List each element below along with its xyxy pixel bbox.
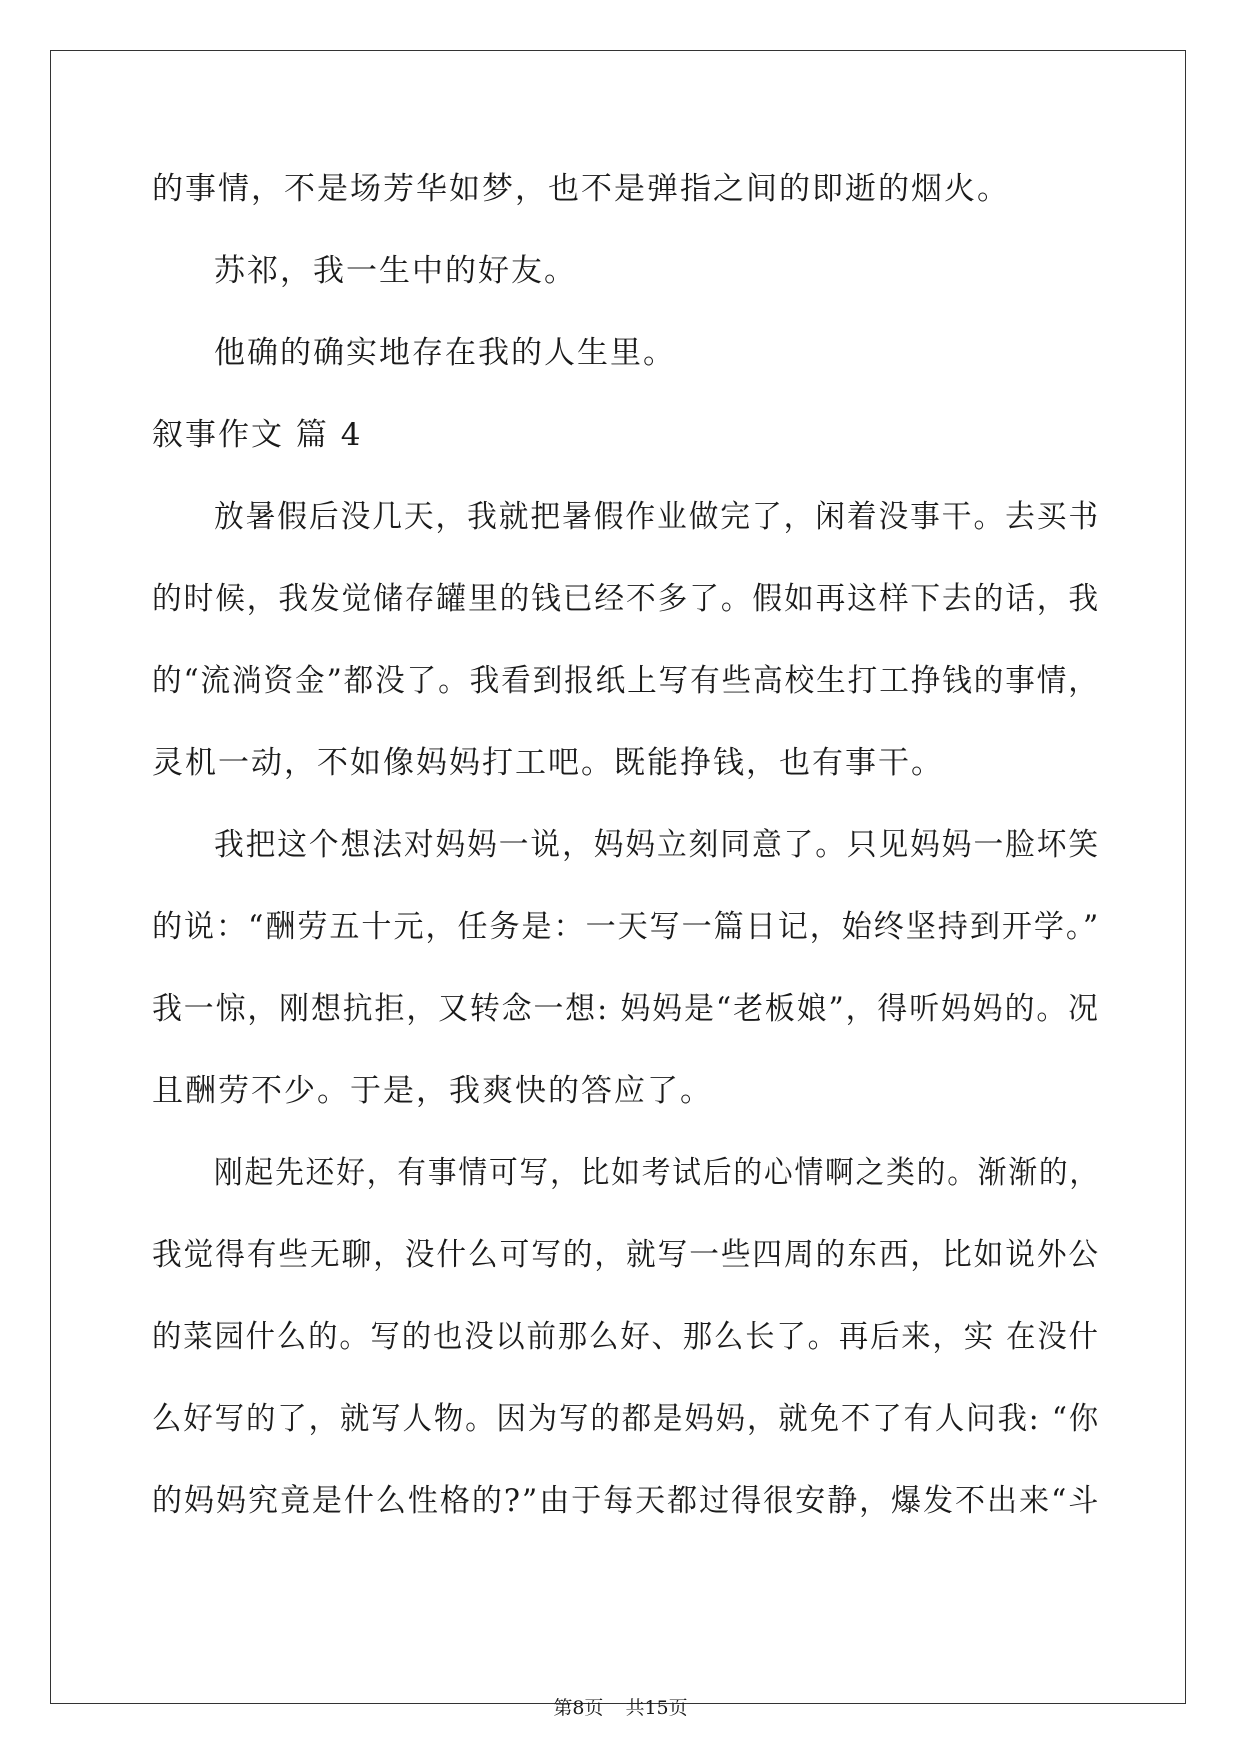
page-border	[50, 50, 1186, 1704]
paragraph-line: 放暑假后没几天，我就把暑假作业做完了，闲着没事干。去买书	[214, 499, 1101, 535]
paragraph-line: 我一惊，刚想抗拒，又转念一想: 妈妈是“老板娘”，得听妈妈的。况	[152, 991, 1100, 1027]
paragraph-line: 我觉得有些无聊，没什么可写的，就写一些四周的东西，比如说外公	[152, 1237, 1101, 1273]
paragraph-line: 的“流淌资金”都没了。我看到报纸上写有些高校生打工挣钱的事情，	[152, 663, 1100, 699]
paragraph-line: 的妈妈究竟是什么性格的?”由于每天都过得很安静，爆发不出来“斗	[152, 1483, 1101, 1519]
paragraph-line: 的事情，不是场芳华如梦，也不是弹指之间的即逝的烟火。	[152, 171, 1010, 207]
page-footer	[0, 1696, 1241, 1720]
paragraph-line: 的菜园什么的。写的也没以前那么好、那么长了。再后来，实 在没什	[152, 1319, 1100, 1355]
paragraph-line: 苏祁，我一生中的好友。	[214, 253, 577, 289]
total-pages-label: 共15页	[625, 1697, 688, 1719]
section-heading: 叙事作文 篇 4	[152, 417, 363, 453]
current-page-label: 第8页	[553, 1697, 604, 1719]
paragraph-line: 我把这个想法对妈妈一说，妈妈立刻同意了。只见妈妈一脸坏笑	[214, 827, 1101, 863]
paragraph-line: 灵机一动，不如像妈妈打工吧。既能挣钱，也有事干。	[152, 745, 944, 781]
paragraph-line: 他确的确实地存在我的人生里。	[214, 335, 676, 371]
paragraph-line: 的时候，我发觉储存罐里的钱已经不多了。假如再这样下去的话，我	[152, 581, 1101, 617]
paragraph-line: 的说：“酬劳五十元，任务是：一天写一篇日记，始终坚持到开学。”	[152, 909, 1101, 945]
paragraph-line: 且酬劳不少。于是，我爽快的答应了。	[152, 1073, 713, 1109]
paragraph-line: 刚起先还好，有事情可写，比如考试后的心情啊之类的。渐渐的，	[214, 1155, 1100, 1191]
paragraph-line: 么好写的了，就写人物。因为写的都是妈妈，就免不了有人问我: “你	[152, 1401, 1101, 1437]
